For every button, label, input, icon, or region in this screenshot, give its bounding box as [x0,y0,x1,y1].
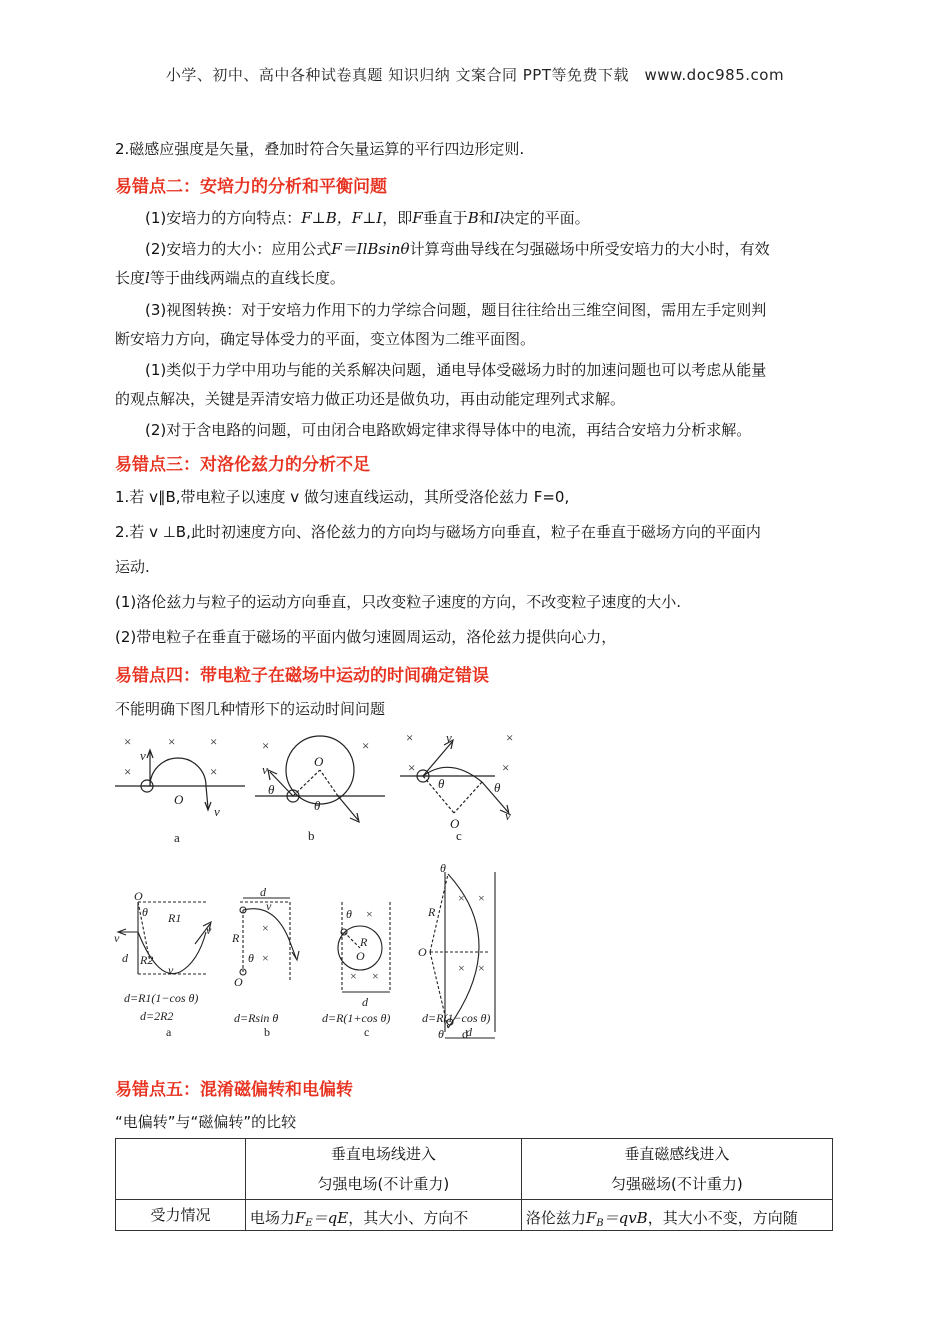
fig2d-O-label: O [418,945,427,959]
fig1c-O-label: O [450,816,460,831]
table-cell-electric-force: 电场力$F_E=qE$，其大小、方向不 [245,1200,521,1231]
fig1c-cross: × [408,760,416,775]
fig2-caption-b: b [264,1025,270,1039]
fig1b-theta-label: θ [268,782,275,797]
fig1c-theta-label: θ [438,776,445,791]
fig2b-v-label: v [266,899,272,913]
sec3-line-2-cont: 运动. [115,558,150,576]
fig2d-theta-label: θ [440,862,446,875]
sec3-line-1: 1.若 v∥B,带电粒子以速度 v 做匀速直线运动，其所受洛伦兹力 F=0, [115,488,570,506]
fig2d-theta-label-2: θ [438,1027,444,1041]
fig1c-cross: × [506,730,514,745]
fig2d-cross: × [458,891,465,905]
sec2-paragraph-3-cont: 断安培力方向，确定导体受力的平面，变立体图为二维平面图。 [115,330,536,348]
table-header-magnetic-line2: 匀强磁场(不计重力) [611,1175,743,1193]
fig1a-v-label: v [140,748,146,763]
fig2a-R1-label: R1 [168,911,182,925]
section-5-title: 易错点五：混淆磁偏转和电偏转 [115,1080,353,1100]
fig1a-O-label: O [174,792,184,807]
fig1c-cross: × [406,730,414,745]
fig2a-caption-1: d=R1(1−cos θ) [124,991,199,1005]
fig2b-cross: × [262,951,269,965]
sec2-paragraph-5: (2)对于含电路的问题，可由闭合电路欧姆定律求得导体中的电流，再结合安培力分析求解。 [145,421,752,439]
fig1a-cross: × [124,734,132,749]
comparison-table [115,1138,833,1231]
fig1b-theta-label-2: θ [314,798,321,813]
fig2b-d-label: d [260,885,266,899]
sec2-paragraph-1: (1)安培力的方向特点：F⊥B，F⊥I，即F垂直于B和I决定的平面。 [145,209,590,227]
table-header-electric-line1: 垂直电场线进入 [330,1145,436,1163]
fig2c-caption: d=R(1+cos θ) [322,1011,391,1025]
sec2-paragraph-4: (1)类似于力学中用功与能的关系解决问题，通电导体受磁场力时的加速问题也可以考虑从能量 [145,361,767,379]
fig2d-cross: × [458,961,465,975]
fig2c-cross: × [366,907,373,921]
fig1c-v-label: v [446,730,452,745]
fig2c-cross: × [350,969,357,983]
fig1b-v-label: v [262,762,268,777]
fig2b-R-label: R [232,931,240,945]
fig2c-d-label: d [362,995,368,1009]
fig2c-theta-label: θ [346,907,352,921]
fig1a-cross: × [210,764,218,779]
fig2a-d-label: d [122,951,128,965]
table-cell-magnetic-force: 洛伦兹力$F_B=qvB$，其大小不变，方向随 [521,1200,832,1231]
table-row-label: 受力情况 [116,1200,246,1231]
fig1-caption-b: b [308,828,315,843]
sec2-paragraph-2-cont: 长度l等于曲线两端点的直线长度。 [115,269,345,287]
fig2-caption-a: a [166,1025,172,1039]
fig2d-R-label: R [428,905,436,919]
fig1c-v-label-2: v [505,808,511,823]
fig2-caption-d: d [462,1027,468,1041]
sec5-intro: “电偏转”与“磁偏转”的比较 [115,1113,297,1131]
fig1b-cross: × [362,738,370,753]
sec3-line-2: 2.若 v ⊥B,此时初速度方向、洛伦兹力的方向均与磁场方向垂直，粒子在垂直于磁场方向的平面内 [115,523,761,541]
table-header-magnetic-line1: 垂直磁感线进入 [624,1145,730,1163]
fig2c-R-label: R [360,935,368,949]
fig2a-R2-label: R2 [140,953,154,967]
fig1-caption-c: c [456,828,462,843]
figure-row-2 [110,862,530,1042]
table-header-electric [245,1139,521,1200]
fig1a-v-label-2: v [214,804,220,819]
fig2a-O-label: O [134,889,143,903]
fig2a-v-label-2: v [206,923,212,937]
fig2b-theta-label: θ [248,951,254,965]
intro-paragraph: 2.磁感应强度是矢量，叠加时符合矢量运算的平行四边形定则. [115,140,525,158]
table-header-magnetic [521,1139,832,1200]
table-cell-empty [116,1139,246,1200]
sec4-intro: 不能明确下图几种情形下的运动时间问题 [115,700,386,718]
fig2a-theta-label: θ [142,905,148,919]
fig2a-v-label-3: v [168,963,174,977]
table-header-electric-line2: 匀强电场(不计重力) [317,1175,450,1193]
sec3-line-3: (1)洛伦兹力与粒子的运动方向垂直，只改变粒子速度的方向，不改变粒子速度的大小. [115,593,682,611]
fig1-caption-a: a [174,830,180,845]
fig2d-cross: × [478,961,485,975]
sec2-paragraph-4-cont: 的观点解决，关键是弄清安培力做正功还是做负功，再由动能定理列式求解。 [115,390,626,408]
fig2b-O-label: O [234,975,243,989]
table-row [116,1200,833,1231]
fig1a-cross: × [168,734,176,749]
fig2c-O-label: O [356,949,365,963]
fig2a-caption-2: d=2R2 [140,1009,174,1023]
fig2c-cross: × [372,969,379,983]
sec2-paragraph-3: (3)视图转换：对于安培力作用下的力学综合问题，题目往往给出三维空间图，需用左手定则判 [145,301,767,319]
section-2-title: 易错点二：安培力的分析和平衡问题 [115,177,387,197]
fig1a-cross: × [210,734,218,749]
fig2-caption-c: c [364,1025,370,1039]
fig1b-cross: × [262,738,270,753]
fig2a-v-label: v [114,931,120,945]
fig2d-d-label: d [466,1025,472,1039]
fig1a-cross: × [124,764,132,779]
fig1b-O-label: O [314,754,324,769]
sec3-line-4: (2)带电粒子在垂直于磁场的平面内做匀速圆周运动，洛伦兹力提供向心力， [115,628,617,646]
section-4-title: 易错点四：带电粒子在磁场中运动的时间确定错误 [115,666,489,686]
section-3-title: 易错点三：对洛伦兹力的分析不足 [115,455,370,475]
table-row [116,1139,833,1200]
sec2-paragraph-2: (2)安培力的大小：应用公式F＝IlBsinθ计算弯曲导线在匀强磁场中所受安培力的大小时，有效 [145,240,770,258]
fig2b-cross: × [262,921,269,935]
figure-row-1 [110,728,530,848]
fig2d-caption: d=R(1−cos θ) [422,1011,491,1025]
page-header: 小学、初中、高中各种试卷真题 知识归纳 文案合同 PPT等免费下载 www.doc985.com [165,66,785,84]
fig1c-cross: × [502,760,510,775]
fig2d-cross: × [478,891,485,905]
fig2b-caption: d=Rsin θ [234,1011,279,1025]
fig1c-theta-label-2: θ [494,780,501,795]
